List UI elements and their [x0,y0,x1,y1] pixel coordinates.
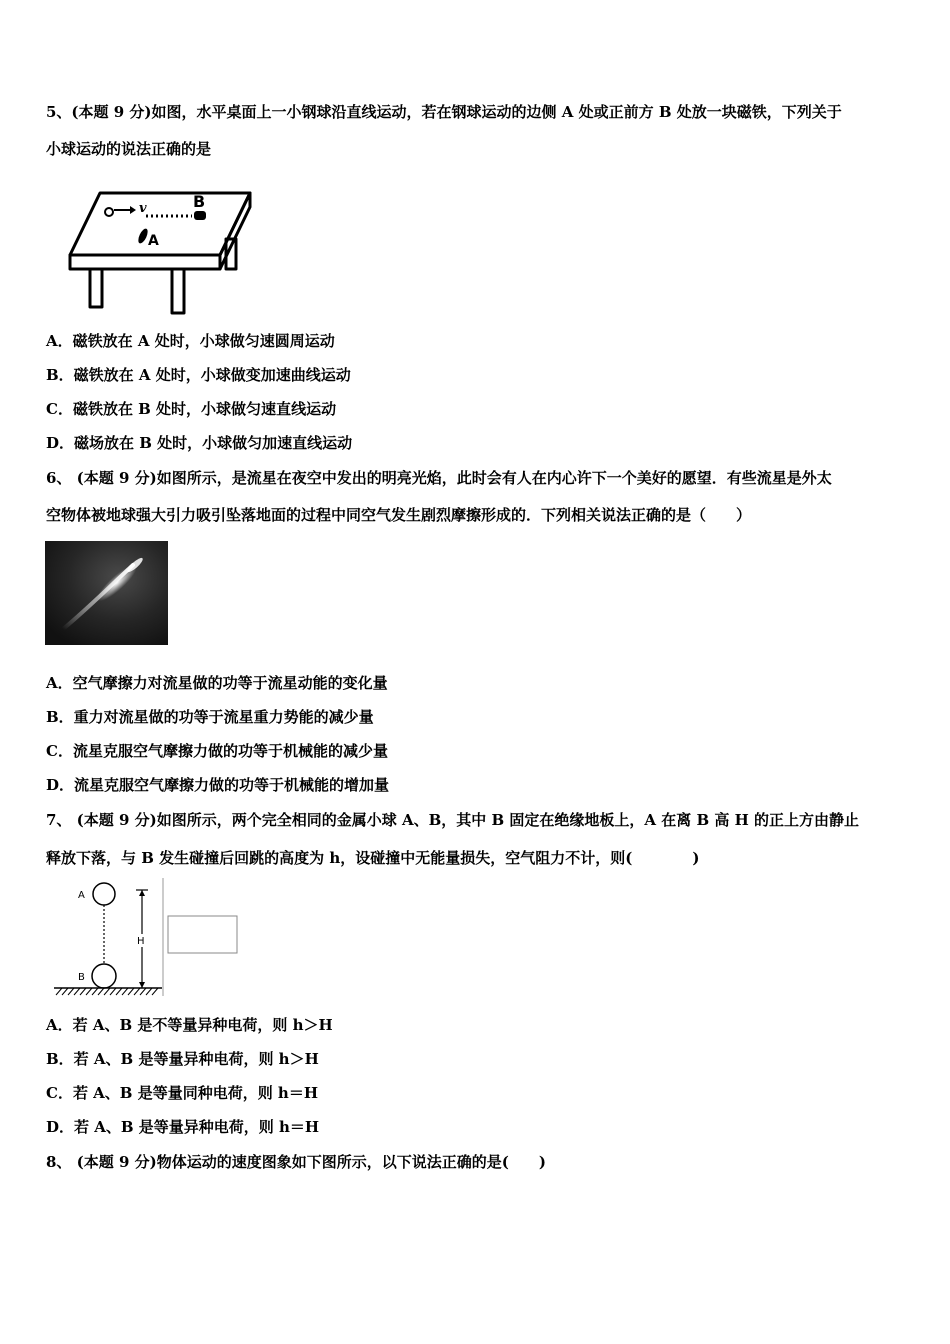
b-label: B [193,192,206,211]
q6-stem-line1: 6、 (本题 9 分)如图所示，是流星在夜空中发出的明亮光焰，此时会有人在内心许下一个美好的愿望．有些流星是外太 [46,469,832,487]
ball-b [92,964,116,988]
height-arrow-top [139,890,145,896]
magnet-b [194,211,206,220]
v-label: v [139,201,147,216]
a-label: A [148,233,159,249]
q7-option-a: A．若 A、B 是不等量异种电荷，则 h＞H [46,1016,333,1034]
q5-option-b: B．磁铁放在 A 处时，小球做变加速曲线运动 [46,366,351,384]
q8-stem-line1: 8、 (本题 9 分)物体运动的速度图象如下图所示，以下说法正确的是( ) [46,1153,546,1171]
table-leg [172,269,184,313]
q6-option-d: D．流星克服空气摩擦力做的功等于机械能的增加量 [46,776,390,794]
meteor-photo [45,541,168,645]
height-arrow-bottom [139,982,145,988]
q6-stem-line2: 空物体被地球强大引力吸引坠落地面的过程中同空气发生剧烈摩擦形成的．下列相关说法正确的是（ ） [46,506,752,524]
ball-a [93,883,115,905]
height-label: H [137,936,145,947]
q7-option-b: B．若 A、B 是等量异种电荷，则 h＞H [46,1050,319,1068]
table-front-edge [70,255,220,269]
q7-stem-line1: 7、 (本题 9 分)如图所示，两个完全相同的金属小球 A、B，其中 B 固定在绝缘地板上，A 在离 B 高 H 的正上方由静止 [46,811,860,829]
q5-option-d: D．磁场放在 B 处时，小球做匀加速直线运动 [46,434,353,452]
ball-a-label: A [78,890,85,901]
q5-stem-line2: 小球运动的说法正确的是 [46,140,212,158]
q5-option-a: A．磁铁放在 A 处时，小球做匀速圆周运动 [46,332,335,350]
q7-option-c: C．若 A、B 是等量同种电荷，则 h＝H [46,1084,319,1102]
q5-option-c: C．磁铁放在 B 处时，小球做匀速直线运动 [46,400,337,418]
blank-box [168,916,237,953]
table-leg [90,269,102,307]
q7-stem-line2: 释放下落，与 B 发生碰撞后回跳的高度为 h，设碰撞中无能量损失，空气阻力不计，则( ) [46,849,700,867]
q6-option-c: C．流星克服空气摩擦力做的功等于机械能的减少量 [46,742,388,760]
q5-table-figure [62,185,257,315]
velocity-arrowhead [130,206,136,214]
floor-hatching [56,988,158,995]
q5-stem-line1: 5、(本题 9 分)如图，水平桌面上一小钢球沿直线运动，若在钢球运动的边侧 A 处或正前方 B 处放一块磁铁，下列关于 [46,103,842,121]
q6-option-a: A．空气摩擦力对流星做的功等于流星动能的变化量 [46,674,388,692]
q7-option-d: D．若 A、B 是等量异种电荷，则 h＝H [46,1118,320,1136]
ball-b-label: B [78,972,85,983]
steel-ball [105,208,113,216]
q6-option-b: B．重力对流星做的功等于流星重力势能的减少量 [46,708,374,726]
q7-balls-figure [52,878,242,1000]
